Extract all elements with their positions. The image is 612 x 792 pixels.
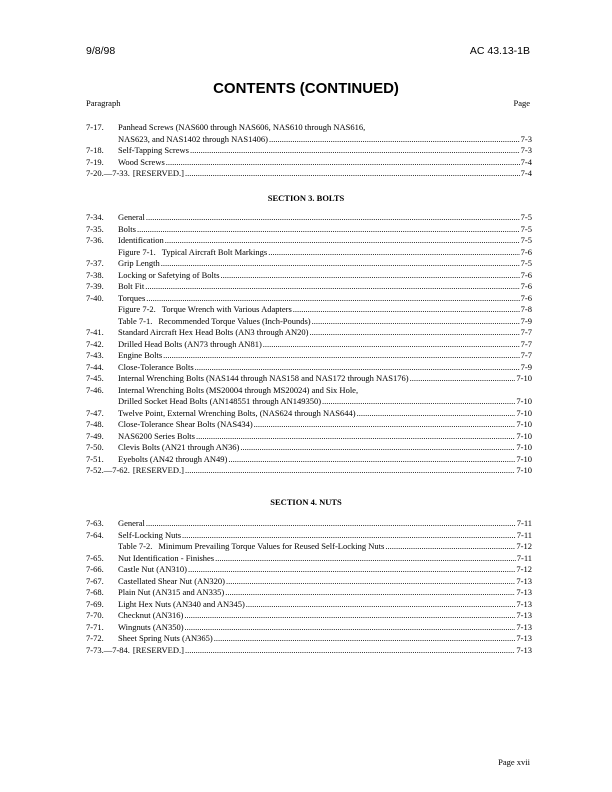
page-footer: Page xvii bbox=[498, 757, 530, 767]
toc-figure-7-2: Figure 7-2. Torque Wrench with Various Adapters ..... 7-8 bbox=[86, 304, 532, 316]
toc-entry-7-19: 7-19. Wood Screws ..... 7-4 bbox=[86, 157, 532, 169]
toc-entry-7-67: 7-67. Castellated Shear Nut (AN320) ..... 7-13 bbox=[86, 576, 532, 588]
toc-entry-7-44: 7-44. Close-Tolerance Bolts ..... 7-9 bbox=[86, 362, 532, 374]
toc-entry-7-41: 7-41. Standard Aircraft Hex Head Bolts (AN3 through AN20) ..... 7-7 bbox=[86, 327, 532, 339]
toc-entry-7-43: 7-43. Engine Bolts ..... 7-7 bbox=[86, 350, 532, 362]
toc-entry-7-42: 7-42. Drilled Head Bolts (AN73 through AN81) ..... 7-7 bbox=[86, 339, 532, 351]
toc-entry-7-68: 7-68. Plain Nut (AN315 and AN335) ..... 7-13 bbox=[86, 587, 532, 599]
toc-entry-7-47: 7-47. Twelve Point, External Wrenching Bolts, (NAS624 through NAS644) ..... 7-10 bbox=[86, 408, 532, 420]
toc-entry-7-48: 7-48. Close-Tolerance Shear Bolts (NAS434) ..... 7-10 bbox=[86, 419, 532, 431]
toc-entry-7-36: 7-36. Identification ..... 7-5 bbox=[86, 235, 532, 247]
header-date: 9/8/98 bbox=[86, 45, 116, 57]
toc-entry-7-18: 7-18. Self-Tapping Screws ..... 7-3 bbox=[86, 145, 532, 157]
column-label-page: Page bbox=[513, 98, 530, 108]
toc-entry-7-46-cont: Drilled Socket Head Bolts (AN148551 through AN149350) ..... 7-10 bbox=[86, 396, 532, 408]
toc-entry-7-40: 7-40. Torques ..... 7-6 bbox=[86, 293, 532, 305]
toc-entry-7-72: 7-72. Sheet Spring Nuts (AN365) ..... 7-13 bbox=[86, 633, 532, 645]
section-heading-nuts: SECTION 4. NUTS bbox=[270, 497, 342, 507]
toc-figure-7-1: Figure 7-1. Typical Aircraft Bolt Markings ..... 7-6 bbox=[86, 247, 532, 259]
toc-entry-7-65: 7-65. Nut Identification - Finishes ..... 7-11 bbox=[86, 553, 532, 565]
toc-entry-7-20: 7-20.—7-33. [RESERVED.] ..... 7-4 bbox=[86, 168, 532, 180]
toc-entry-7-39: 7-39. Bolt Fit ..... 7-6 bbox=[86, 281, 532, 293]
toc-entry-7-51: 7-51. Eyebolts (AN42 through AN49) ..... 7-10 bbox=[86, 454, 532, 466]
page-title: CONTENTS (CONTINUED) bbox=[213, 80, 399, 97]
toc-entry-7-35: 7-35. Bolts ..... 7-5 bbox=[86, 224, 532, 236]
toc-entry-7-52: 7-52.—7-62. [RESERVED.] ..... 7-10 bbox=[86, 465, 532, 477]
toc-entry-7-38: 7-38. Locking or Safetying of Bolts ..... 7-6 bbox=[86, 270, 532, 282]
column-label-paragraph: Paragraph bbox=[86, 98, 121, 108]
toc-entry-7-50: 7-50. Clevis Bolts (AN21 through AN36) ..... 7-10 bbox=[86, 442, 532, 454]
toc-entry-7-34: 7-34. General ..... 7-5 bbox=[86, 212, 532, 224]
toc-entry-7-66: 7-66. Castle Nut (AN310) ..... 7-12 bbox=[86, 564, 532, 576]
toc-entry-7-69: 7-69. Light Hex Nuts (AN340 and AN345) ..... 7-13 bbox=[86, 599, 532, 611]
toc-entry-7-64: 7-64. Self-Locking Nuts ..... 7-11 bbox=[86, 530, 532, 542]
toc-entry-7-49: 7-49. NAS6200 Series Bolts ..... 7-10 bbox=[86, 431, 532, 443]
toc-entry-7-70: 7-70. Checknut (AN316) ..... 7-13 bbox=[86, 610, 532, 622]
toc-entry-7-37: 7-37. Grip Length ..... 7-5 bbox=[86, 258, 532, 270]
header-doc-id: AC 43.13-1B bbox=[469, 45, 530, 57]
toc-section-bolts bbox=[86, 212, 532, 477]
toc-entry-7-73: 7-73.—7-84. [RESERVED.] ..... 7-13 bbox=[86, 645, 532, 657]
toc-table-7-2: Table 7-2. Minimum Prevailing Torque Values for Reused Self-Locking Nuts ..... 7-12 bbox=[86, 541, 532, 553]
toc-entry-7-17: 7-17. Panhead Screws (NAS600 through NAS606, NAS610 through NAS616, bbox=[86, 122, 366, 132]
toc-entry-7-63: 7-63. General ..... 7-11 bbox=[86, 518, 532, 530]
toc-entry-7-46: 7-46. Internal Wrenching Bolts (MS20004 through MS20024) and Six Hole, bbox=[86, 384, 359, 395]
toc-table-7-1: Table 7-1. Recommended Torque Values (Inch-Pounds) ..... 7-9 bbox=[86, 316, 532, 328]
toc-section-nuts bbox=[86, 518, 532, 656]
toc-entry-7-45: 7-45. Internal Wrenching Bolts (NAS144 through NAS158 and NAS172 through NAS176) ..... 7-10 bbox=[86, 373, 532, 385]
toc-entry-7-17-cont: NAS623, and NAS1402 through NAS1406) ..... 7-3 bbox=[86, 134, 532, 146]
toc-section-screws bbox=[86, 122, 532, 180]
section-heading-bolts: SECTION 3. BOLTS bbox=[267, 193, 345, 203]
toc-entry-7-71: 7-71. Wingnuts (AN350) ..... 7-13 bbox=[86, 622, 532, 634]
